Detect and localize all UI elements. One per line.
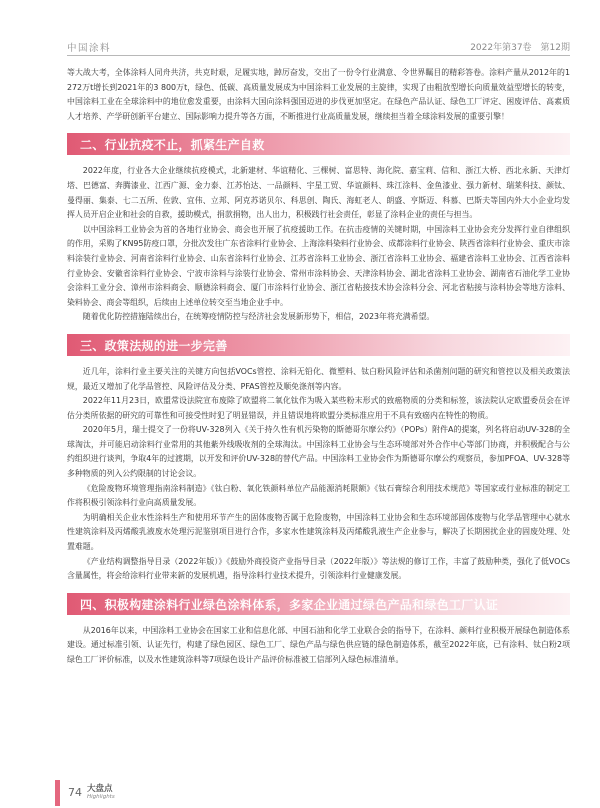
- body-paragraph: 近几年，涂料行业主要关注的关键方向包括VOCs管控、涂料无铅化、微塑料、钛白粉风险评估和杀菌剂问题的研究和管控以及相关政策法规，最近又增加了化学品管控、风险评估及分类、PFAS管控及顺免涤剂等内容。: [67, 366, 570, 391]
- header-divider: [67, 55, 570, 56]
- intro-paragraph: 等大战大考，全体涂料人同舟共济，共克时艰，足履实地，踔厉奋发，交出了一份令行业满意、令世界瞩目的精彩答卷。涂料产量从2012年的1 272万t增长到2021年的3 800万t，绿色、低碳、高质量发展成为中国涂料工业发展的主旋律，实现了由粗放型增长向质量效益型增长的转变，中国涂料工业在全球涂料中的地位愈发重要，由涂料大国向涂料强国迈进的步伐更加坚定。在绿色产品认证、绿色工厂评定、困废评估、高素质人才培养、产学研创新平台建立、国际影响力提升等各方面，不断推进行业高质量发展，继续担当着全球涂料发展的重要引擎！: [67, 68, 570, 121]
- body-paragraph: 从2016年以来，中国涂料工业协会在国家工业和信息化部、中国石油和化学工业联合会的指导下，在涂料、颜料行业积极开展绿色制造体系建设。通过标准引领、认证先行，构建了绿色园区、绿色工厂、绿色产品与绿色供应链的绿色制造体系，截至2022年底，已有涂料、钛白粉2项绿色工厂评价标准，以及水性建筑涂料等7项绿色设计产品评价标准被工信部列入绿色标准清单。: [67, 625, 570, 664]
- body-paragraph: 随着优化防控措施陆续出台，在统筹疫情防控与经济社会发展新形势下，相信，2023年将充满希望。: [82, 312, 435, 322]
- page-footer: [0, 776, 600, 808]
- section-title: 三、政策法规的进一步完善: [80, 338, 228, 353]
- magazine-name: 中国涂料: [67, 43, 112, 54]
- page-number: 74: [68, 786, 82, 799]
- column-name-en: Highlights: [87, 794, 115, 800]
- body-paragraph: 《产业结构调整指导目录（2022年版）》《鼓励外商投资产业指导目录（2022年版）》等法规的修订工作，丰富了鼓励种类，强化了低VOCs含量属性，将会给涂料行业带来新的发展机遇，指导涂料行业技术提升，引领涂料行业健康发展。: [67, 556, 570, 581]
- body-paragraph: 2020年5月，瑞士提交了一份将UV-328列入《关于持久性有机污染物的斯德哥尔摩公约》（POPs）附件A的提案，列名将启动UV-328的全球淘汰，并可能启动涂料行业常用的其他紫外线吸收剂的全球淘汰。中国涂料工业协会与生态环境部对外合作中心等部门协商，并积极配合与公约组织进行谈判，争取4年的过渡期，以开发和评价UV-328的替代产品。中国涂料工业协会作为斯德哥尔摩公约观察员，参加PFOA、UV-328等多种物质的列入公约限制的讨论会议。: [67, 425, 570, 479]
- page-header: [0, 0, 600, 60]
- section-heading-2: [67, 133, 570, 155]
- footer-accent-bar: [55, 780, 60, 806]
- body-paragraph: 《危险废物环境管理指南涂料制造》《钛白粉、氧化铁颜料单位产品能源消耗限额》《钛石膏综合利用技术规范》等国家或行业标准的制定工作将积极引领涂料行业向高质量发展。: [67, 483, 570, 508]
- issue-info: 2022年第37卷 第12期: [470, 43, 570, 53]
- body-paragraph: 以中国涂料工业协会为首的各地行业协会、商会也开展了抗疫援助工作。在抗击疫情的关键时期，中国涂料工业协会充分发挥行业自律组织的作用，采购了KN95防疫口罩，分批次发往广东省涂料行业协会、上海涂料染料行业协会、成都涂料行业协会、陕西省涂料行业协会、重庆市涂料涂装行业协会、河南省涂料行业协会、山东省涂料行业协会、江苏省涂料工业协会、浙江省涂料工业协会、福建省涂料工业协会、江西省涂料行业协会、安徽省涂料行业协会、宁波市涂料与涂装行业协会、常州市涂料协会、天津涂料协会、湖北省涂料工业协会、湖南省石油化学工业协会涂料工业分会、漳州市涂料商会、顺德涂料商会、厦门市涂料行业协会、浙江省粘接技术协会涂料分会、河北省粘接与涂料协会等地方涂料、染料协会、商会等组织，后续由上述单位转交至当地企业手中。: [67, 224, 570, 307]
- article-body: [67, 66, 570, 668]
- section-title: 二、行业抗疫不止，抓紧生产自救: [80, 138, 265, 153]
- section-heading-4: [67, 593, 570, 615]
- section-heading-3: [67, 334, 570, 356]
- body-paragraph: 为明确相关企业水性涂料生产和使用环节产生的固体废物否属于危险废物，中国涂料工业协会和生态环境部固体废物与化学品管理中心就水性建筑涂料及丙烯酸乳液废水处理污泥鉴别项目进行合作，多家水性建筑涂料及丙烯酸乳液生产企业参与，解决了长期困扰企业的固废处理、处置难题。: [67, 512, 570, 552]
- column-name: 大盘点: [87, 784, 113, 794]
- body-paragraph: 2022年度，行业各大企业继续抗疫模式，北新建材、华谊精化、三棵树、富思特、海化院、嘉宝莉、信和、浙江大桥、西北永新、天津灯塔、巴德富、奔腾漆业、江西广源、金力泰、江苏怡达、一品颜料、宇星工贸、华谊颜料、珠江涂料、金鱼漆业、强力新材、瑞莱科技、颜钛、曼得丽、集泰、七二五所、佐敦、宜伟、立邦、阿克苏诺贝尔、科思创、陶氏、海虹老人、朗盛、亨斯迈、科慕、巴斯夫等国内外大小企业均发挥人员开启企业和社会的自救，援助模式，捐款捐物，出人出力，积极践行社会责任，彰显了涂料企业的责任与担当。: [67, 166, 570, 220]
- body-paragraph: 2022年11月23日，欧盟常设法院宣布废除了欧盟将二氧化钛作为吸入某些粉末形式的致癌物质的分类和标签，该法院认定欧盟委员会在评估分类所依据的研究的可靠性和可接受性时犯了明显错误，并且错误地将欧盟分类标准应用于不具有致癌内在特性的物质。: [67, 396, 570, 420]
- section-title: 四、积极构建涂料行业绿色涂料体系，多家企业通过绿色产品和绿色工厂认证: [80, 597, 499, 612]
